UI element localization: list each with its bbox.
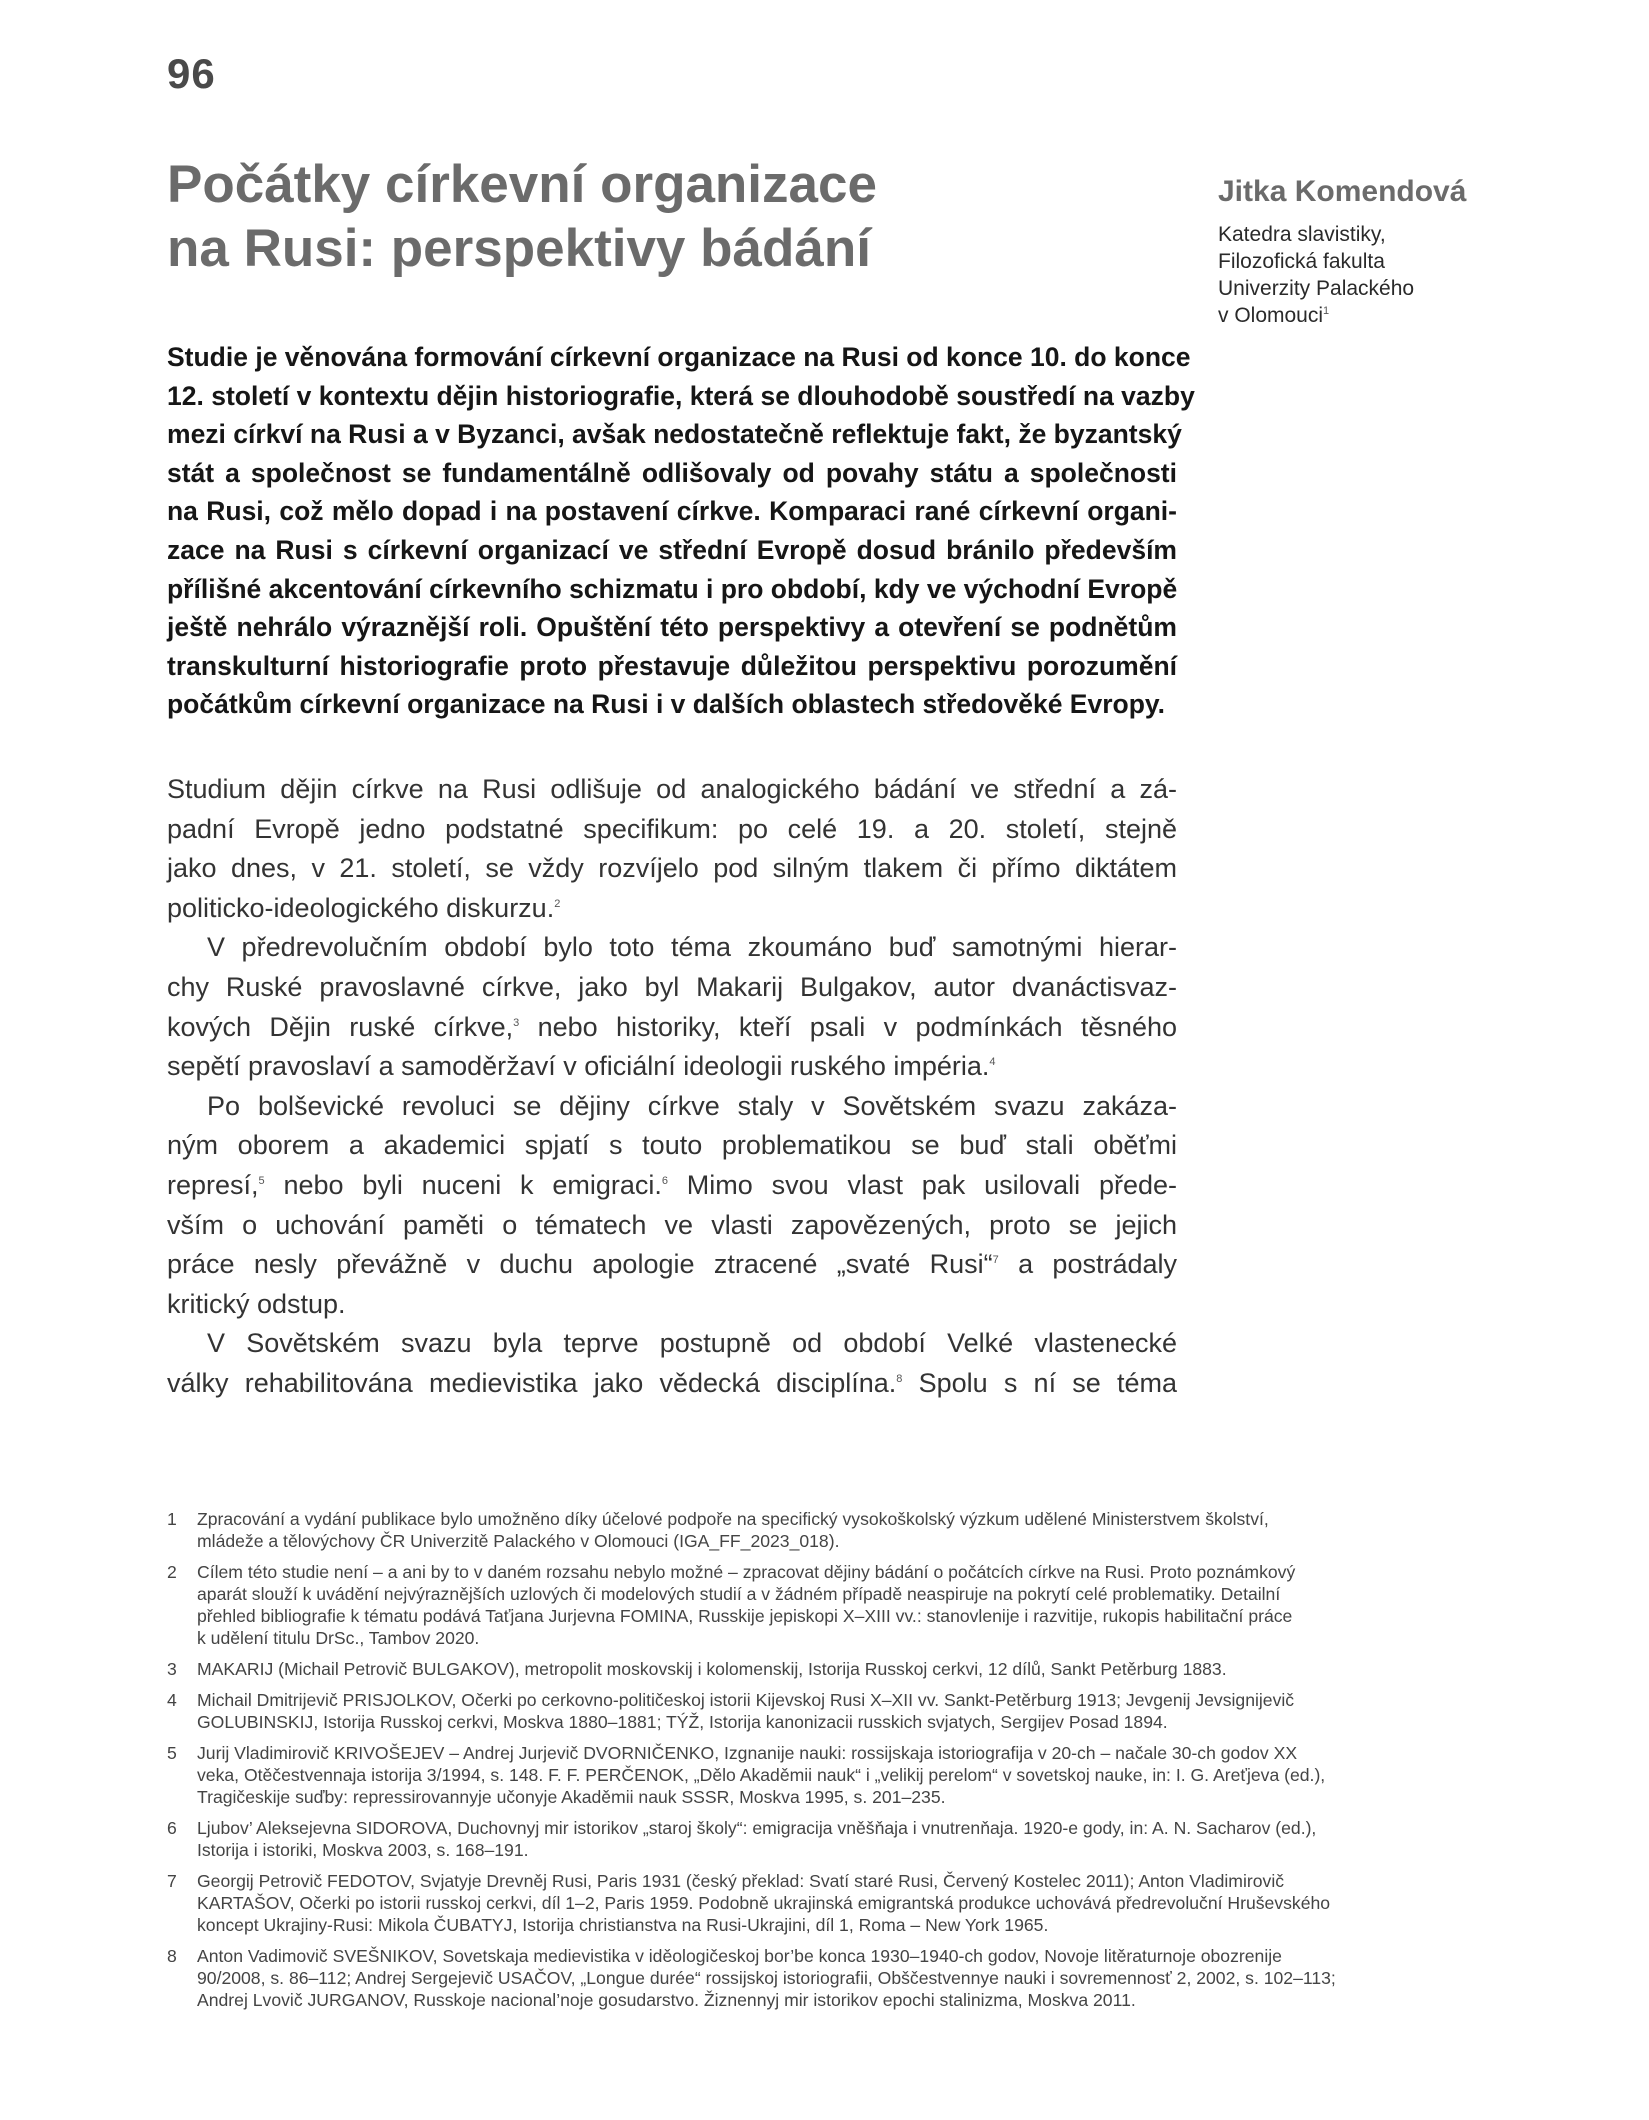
abstract-line: stát a společnost se fundamentálně odlišovaly od povahy státu a společnosti <box>167 457 1177 488</box>
footnote-text <box>197 1689 1294 1733</box>
abstract-line: 12. století v kontextu dějin historiografie, která se dlouhodobě soustředí na vazby <box>167 380 1195 411</box>
abstract-line: na Rusi, což mělo dopad i na postavení církve. Komparaci rané církevní organi- <box>167 496 1177 527</box>
article-title <box>167 153 1167 281</box>
footnote-line: GOLUBINSKIJ, Istorija Russkoj cerkvi, Moskva 1880–1881; TÝŽ, Istorija kanonizacii russkich svjatych, Sergijev Posad 1894. <box>197 1712 1168 1732</box>
abstract-line: počátkům církevní organizace na Rusi i v dalších oblastech středověké Evropy. <box>167 689 1166 720</box>
affiliation-line: v Olomouci$^1$ <box>1218 304 1330 327</box>
abstract-line: transkulturní historiografie proto přestavuje důležitou perspektivu porozumění <box>167 650 1177 681</box>
body-line: jako dnes, v 21. století, se vždy rozvíjelo pod silným tlakem či přímo diktátem <box>167 853 1177 884</box>
footnote-number: 2 <box>167 1562 177 1582</box>
body-line: války rehabilitována medievistika jako vědecká disciplína.$^8$ Spolu s ní se téma <box>167 1367 1177 1398</box>
body-line: represí,$^5$ nebo byli nuceni k emigraci.$^6$ Mimo svou vlast pak usilovali přede- <box>167 1169 1177 1200</box>
author-block <box>1218 175 1548 329</box>
affiliation-line: Filozofická fakulta <box>1218 250 1385 273</box>
footnote-line: Andrej Lvovič JURGANOV, Russkoje nacional’noje gosudarstvo. Žiznennyj mir istorikov epochi stalinizma, Moskva 2011. <box>197 1990 1136 2010</box>
abstract-line: Studie je věnována formování církevní organizace na Rusi od konce 10. do konce <box>167 342 1191 372</box>
footnote-number: 5 <box>167 1743 177 1763</box>
body-line: politicko-ideologického diskurzu.$^2$ <box>167 892 561 923</box>
title-line: Počátky církevní organizace <box>167 155 877 214</box>
body-line: padní Evropě jedno podstatné specifikum: po celé 19. a 20. století, stejně <box>167 813 1177 844</box>
page-number: 96 <box>167 50 216 97</box>
footnote <box>167 1561 1487 1649</box>
footnote-ref[interactable]: 7 <box>992 1254 999 1267</box>
footnote-text <box>197 1817 1316 1861</box>
footnote-ref[interactable]: 8 <box>896 1372 903 1385</box>
footnote-ref[interactable]: 3 <box>513 1016 520 1029</box>
footnote-text <box>197 1742 1325 1808</box>
footnote-number: 7 <box>167 1871 177 1891</box>
footnote-line: aparát slouží k uvádění nejvýraznějších uzlových či modelových studií a v žádném případě neaspiruje na pokrytí celé problematiky. Detailní <box>197 1584 1281 1604</box>
footnote-line: přehled bibliografie k tématu podává Taťjana Jurjevna FOMINA, Russkije jepiskopi X–XIII vv.: stanovlenije i razvitije, rukopis habilitační práce <box>197 1606 1293 1626</box>
footnote-text <box>197 1945 1336 2011</box>
footnote-line: 90/2008, s. 86–112; Andrej Sergejevič USAČOV, „Longue durée“ rossijskoj istoriografii, Obščestvennye nauki i sovremennosť 2, 2002, s. 102–113; <box>197 1968 1336 1988</box>
body-line: kritický odstup. <box>167 1288 346 1319</box>
footnote-line: Anton Vadimovič SVEŠNIKOV, Sovetskaja medievistika v iděologičeskoj bor’be konca 1930–1940-ch godov, Novoje litěraturnoje obozrenije <box>197 1946 1282 1966</box>
footnotes <box>167 1508 1487 2020</box>
footnote-ref[interactable]: 6 <box>661 1174 668 1187</box>
footnote-line: k udělení titulu DrSc., Tambov 2020. <box>197 1628 480 1648</box>
footnote-ref[interactable]: 4 <box>989 1056 996 1069</box>
footnote-line: MAKARIJ (Michail Petrovič BULGAKOV), metropolit moskovskij i kolomenskij, Istorija Russkoj cerkvi, 12 dílů, Sankt Petěrburg 1883. <box>197 1659 1227 1679</box>
footnote <box>167 1658 1487 1680</box>
footnote-text <box>197 1561 1295 1649</box>
affiliation-line: Katedra slavistiky, <box>1218 223 1386 246</box>
body-line: Po bolševické revoluci se dějiny církve staly v Sovětském svazu zakáza- <box>207 1090 1177 1121</box>
footnote-number: 1 <box>167 1509 177 1529</box>
footnote-text <box>197 1658 1227 1680</box>
footnote-line: Jurij Vladimirovič KRIVOŠEJEV – Andrej Jurjevič DVORNIČENKO, Izgnanije nauki: rossijskaja istoriografija v 20-ch – načale 30-ch godov XX <box>197 1743 1298 1763</box>
footnote-ref[interactable]: 5 <box>258 1174 265 1187</box>
footnote <box>167 1945 1487 2011</box>
body-line: ným oborem a akademici spjatí s touto problematikou se buď stali oběťmi <box>167 1130 1177 1161</box>
abstract-line: zace na Rusi s církevní organizací ve střední Evropě dosud bránilo především <box>167 534 1177 565</box>
footnote-line: Georgij Petrovič FEDOTOV, Svjatyje Drevněj Rusi, Paris 1931 (český překlad: Svatí staré Rusi, Červený Kostelec 2011); Anton Vladimirovič <box>197 1871 1285 1891</box>
footnote-line: Michail Dmitrijevič PRISJOLKOV, Očerki po cerkovno-političeskoj istorii Kijevskoj Rusi X–XII vv. Sankt-Petěrburg 1913; Jevgenij Jevsignijevič <box>197 1690 1295 1710</box>
body-line: kových Dějin ruské církve,$^3$ nebo historiky, kteří psali v podmínkách těsného <box>167 1011 1177 1042</box>
abstract-line: mezi církví na Rusi a v Byzanci, avšak nedostatečně reflektuje fakt, že byzantský <box>167 419 1182 450</box>
footnote-line: Tragičeskije suďby: repressirovannyje učonyje Akaděmii nauk SSSR, Moskva 1995, s. 201–235. <box>197 1787 946 1807</box>
footnote-line: mládeže a tělovýchovy ČR Univerzitě Palackého v Olomouci (IGA_FF_2023_018). <box>197 1531 840 1551</box>
body-line: V předrevolučním období bylo toto téma zkoumáno buď samotnými hierar- <box>207 932 1177 963</box>
body-text <box>167 770 1177 1404</box>
body-line: sepětí pravoslaví a samoděržaví v oficiální ideologii ruského impéria.$^4$ <box>167 1051 996 1082</box>
title-line: na Rusi: perspektivy bádání <box>167 219 871 278</box>
footnote-number: 6 <box>167 1818 177 1838</box>
body-line: Studium dějin církve na Rusi odlišuje od analogického bádání ve střední a zá- <box>167 774 1177 804</box>
footnote <box>167 1817 1487 1861</box>
footnote-text <box>197 1870 1330 1936</box>
affiliation-line: Univerzity Palackého <box>1218 277 1415 300</box>
footnote-line: veka, Otěčestvennaja istorija 3/1994, s. 148. F. F. PERČENOK, „Dělo Akaděmii nauk“ i „velikij perelom“ v sovetskoj nauke, in: I. G. Areťjeva (ed.), <box>197 1765 1326 1785</box>
footnote <box>167 1689 1487 1733</box>
footnote-line: Cílem této studie není – a ani by to v daném rozsahu nebylo možné – zpracovat dějiny bádání o počátcích církve na Rusi. Proto poznámkový <box>197 1562 1296 1582</box>
body-line: chy Ruské pravoslavné církve, jako byl Makarij Bulgakov, autor dvanáctisvaz- <box>167 971 1177 1002</box>
footnote-number: 4 <box>167 1690 177 1710</box>
footnote-line: KARTAŠOV, Očerki po istorii russkoj cerkvi, díl 1–2, Paris 1959. Podobně ukrajinská emigrantská produkce uchovává předrevoluční Hruševského <box>197 1893 1331 1913</box>
footnote <box>167 1870 1487 1936</box>
footnote-text <box>197 1508 1269 1552</box>
footnote-ref[interactable]: 1 <box>1323 305 1330 317</box>
author-name: Jitka Komendová <box>1218 175 1467 208</box>
footnote-line: koncept Ukrajiny-Rusi: Mikola ČUBATYJ, Istorija christianstva na Rusi-Ukrajini, díl 1, Roma – New York 1965. <box>197 1915 1049 1935</box>
author-affiliation <box>1218 221 1548 329</box>
footnote-line: Ljubov’ Aleksejevna SIDOROVA, Duchovnyj mir istorikov „staroj školy“: emigracija vněšňaja i vnutrenňaja. 1920-e gody, in: A. N. Sacharov (ed.), <box>197 1818 1317 1838</box>
body-line: V Sovětském svazu byla teprve postupně od období Velké vlastenecké <box>207 1328 1177 1359</box>
footnote-line: Zpracování a vydání publikace bylo umožněno díky účelové podpoře na specifický vysokoškolský výzkum udělené Ministerstvem školství, <box>197 1509 1269 1529</box>
footnote <box>167 1742 1487 1808</box>
footnote-number: 3 <box>167 1659 177 1679</box>
body-line: práce nesly převážně v duchu apologie ztracené „svaté Rusi“$^7$ a postrádaly <box>167 1249 1178 1280</box>
abstract-line: přílišné akcentování církevního schizmatu i pro období, kdy ve východní Evropě <box>167 573 1178 604</box>
body-line: vším o uchování paměti o tématech ve vlasti zapovězených, proto se jejich <box>167 1209 1177 1240</box>
footnote <box>167 1508 1487 1552</box>
footnote-line: Istorija i istoriki, Moskva 2003, s. 168–191. <box>197 1840 529 1860</box>
footnote-number: 8 <box>167 1946 177 1966</box>
abstract-line: ještě nehrálo výraznější roli. Opuštění této perspektivy a otevření se podnětům <box>167 612 1177 643</box>
abstract <box>167 338 1195 724</box>
footnote-ref[interactable]: 2 <box>554 897 561 910</box>
